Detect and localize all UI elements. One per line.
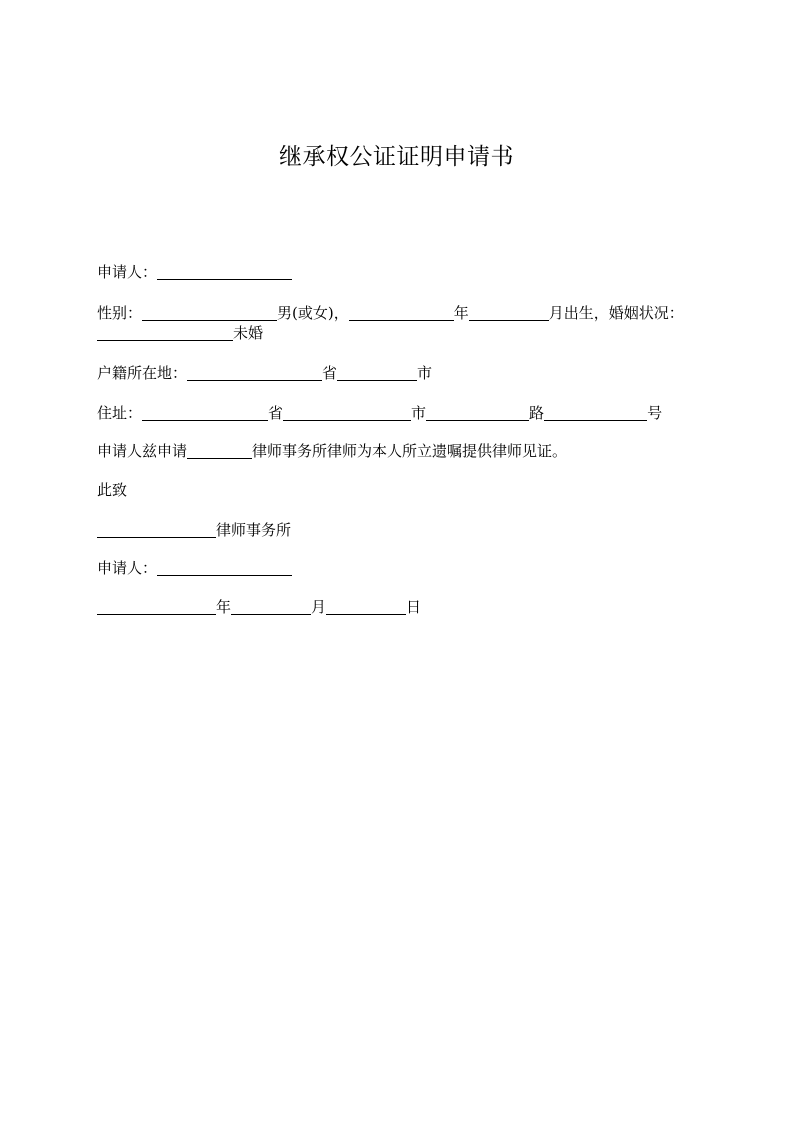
firm-suffix: 律师事务所	[216, 521, 292, 539]
applicant-label: 申请人：	[97, 263, 158, 281]
year-text: 年	[453, 304, 469, 322]
domicile-province-blank[interactable]	[187, 364, 322, 381]
applicant-line	[97, 262, 292, 282]
domicile-city-text: 市	[417, 364, 433, 382]
address-road-blank[interactable]	[426, 404, 529, 421]
signature-line	[97, 558, 292, 578]
date-day-text: 日	[406, 598, 422, 616]
date-month-text: 月	[311, 598, 327, 616]
birth-year-blank[interactable]	[349, 304, 454, 321]
signature-label: 申请人：	[97, 559, 158, 577]
domicile-province-text: 省	[322, 364, 338, 382]
date-month-blank[interactable]	[231, 598, 311, 615]
signature-blank[interactable]	[157, 559, 292, 576]
birth-month-blank[interactable]	[469, 304, 549, 321]
firm-line	[97, 520, 291, 540]
request-suffix: 律师事务所律师为本人所立遗嘱提供律师见证。	[252, 442, 568, 460]
salutation: 此致	[97, 481, 128, 499]
date-year-blank[interactable]	[97, 598, 216, 615]
document-title: 继承权公证证明申请书	[279, 144, 514, 170]
gender-options-text: 男(或女)，	[277, 304, 349, 322]
address-line	[97, 403, 662, 423]
address-city-text: 市	[411, 404, 427, 422]
date-day-blank[interactable]	[326, 598, 406, 615]
request-line	[97, 441, 567, 461]
gender-label: 性别：	[97, 304, 143, 322]
firm-name-blank[interactable]	[97, 521, 216, 538]
applicant-name-blank[interactable]	[157, 263, 292, 280]
marital-status-text: 未婚	[233, 324, 264, 342]
address-number-blank[interactable]	[544, 404, 647, 421]
domicile-label: 户籍所在地：	[97, 364, 188, 382]
date-year-text: 年	[216, 598, 232, 616]
marital-line	[97, 323, 263, 343]
gender-blank[interactable]	[142, 304, 277, 321]
gender-line	[97, 303, 684, 323]
date-line	[97, 597, 421, 617]
address-province-blank[interactable]	[142, 404, 268, 421]
domicile-line	[97, 363, 432, 383]
request-prefix: 申请人兹申请	[97, 442, 188, 460]
month-birth-text: 月出生，婚姻状况：	[548, 304, 684, 322]
address-city-blank[interactable]	[283, 404, 411, 421]
marital-status-blank[interactable]	[97, 324, 233, 341]
address-road-text: 路	[529, 404, 545, 422]
address-province-text: 省	[268, 404, 284, 422]
request-firm-blank[interactable]	[187, 442, 252, 459]
domicile-city-blank[interactable]	[337, 364, 417, 381]
address-number-text: 号	[647, 404, 663, 422]
address-label: 住址：	[97, 404, 143, 422]
